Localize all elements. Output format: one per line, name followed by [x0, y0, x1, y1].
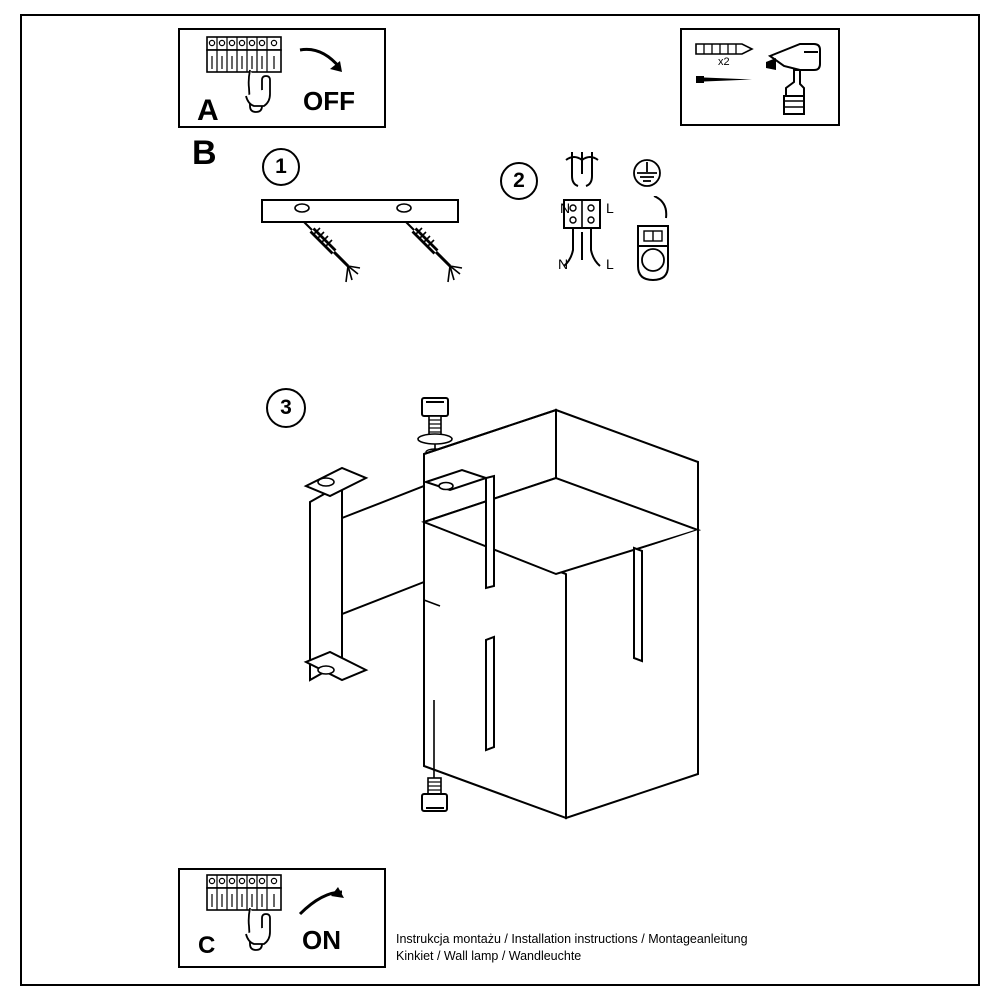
ceiling-plate-icon	[258, 196, 478, 336]
step-3-badge: 3	[266, 388, 306, 428]
curved-arrow-icon	[296, 884, 352, 930]
step-1-badge: 1	[262, 148, 300, 186]
cube-body	[424, 410, 698, 818]
mounting-bracket-icon	[306, 468, 424, 680]
step-2-badge: 2	[500, 162, 538, 200]
terminal-label-n-bottom: N	[558, 256, 569, 272]
screw-anchor-right	[406, 222, 462, 282]
tools-quantity-label: x2	[718, 56, 730, 68]
drill-icon	[764, 38, 834, 120]
section-a-letter: A	[197, 94, 219, 127]
cube-lamp-icon	[286, 390, 746, 840]
curved-arrow-icon	[296, 44, 352, 90]
terminal-label-l-top: L	[606, 200, 614, 216]
earth-ground-icon	[620, 158, 674, 196]
footer-line-2: Kinkiet / Wall lamp / Wandleuchte	[396, 949, 582, 963]
section-c-letter: C	[198, 932, 216, 959]
terminal-label-l-bottom: L	[606, 256, 614, 272]
footer-line-1: Instrukcja montażu / Installation instructions / Montageanleitung	[396, 932, 748, 946]
section-a-action-label: OFF	[303, 86, 355, 116]
terminal-label-n-top: N	[560, 200, 571, 216]
screw-anchor-left	[304, 222, 360, 282]
section-c-action-label: ON	[302, 925, 341, 955]
section-b-letter: B	[192, 134, 217, 172]
screw-icon	[694, 72, 756, 86]
terminal-block-icon	[206, 874, 296, 952]
lamp-socket-icon	[620, 196, 684, 292]
terminal-block-icon	[206, 36, 296, 114]
